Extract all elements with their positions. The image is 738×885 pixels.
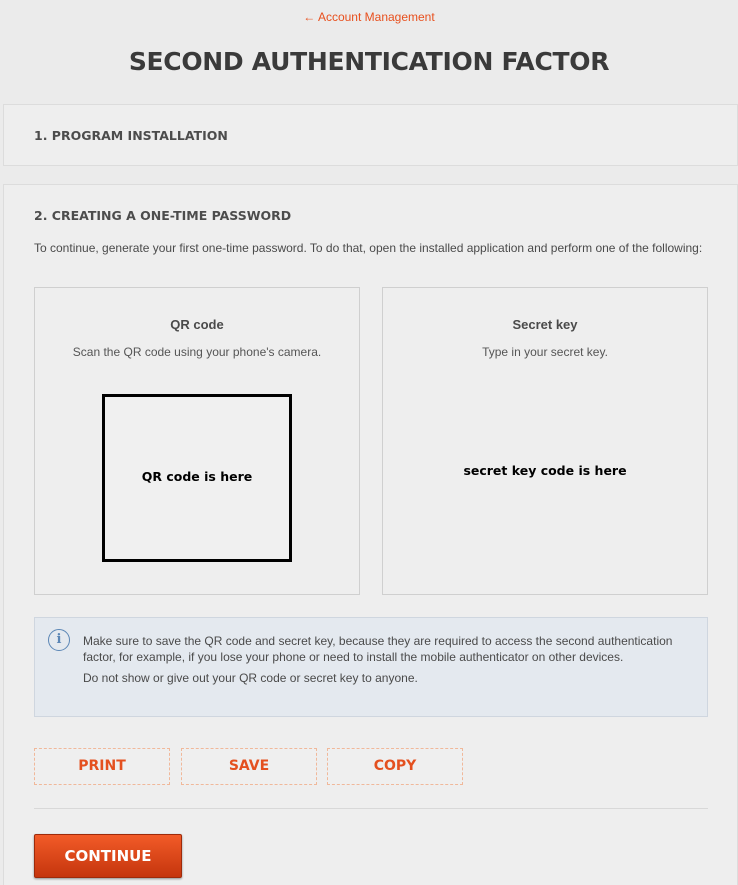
qr-code-description: Scan the QR code using your phone's camera. bbox=[72, 345, 322, 359]
step-create-one-time-password bbox=[3, 184, 738, 885]
save-keys-notice bbox=[34, 617, 708, 717]
print-button[interactable]: PRINT bbox=[34, 748, 170, 785]
divider bbox=[34, 808, 708, 809]
info-icon: i bbox=[48, 629, 70, 651]
secret-key-title: Secret key bbox=[512, 317, 578, 332]
notice-save-warning: Make sure to save the QR code and secret key, because they are required to access the second authentication factor, for example, if you lose your phone or need to install the mobile authenticator on other devices. bbox=[83, 634, 673, 664]
page-title: SECOND AUTHENTICATION FACTOR bbox=[128, 47, 610, 76]
back-to-account-management-link[interactable]: ← Account Management bbox=[303, 10, 435, 24]
qr-code-method bbox=[34, 287, 360, 595]
copy-button[interactable]: COPY bbox=[327, 748, 463, 785]
secret-key-description: Type in your secret key. bbox=[482, 345, 608, 359]
notice-text bbox=[83, 633, 693, 686]
step-2-heading: 2. CREATING A ONE-TIME PASSWORD bbox=[34, 208, 292, 223]
qr-code-title: QR code bbox=[170, 317, 224, 332]
secret-key-method bbox=[382, 287, 708, 595]
step-program-installation[interactable] bbox=[3, 104, 738, 166]
qr-code-image bbox=[102, 394, 292, 562]
continue-button[interactable]: CONTINUE bbox=[34, 834, 182, 878]
step-2-instructions: To continue, generate your first one-time password. To do that, open the installed application and perform one of the following: bbox=[34, 241, 703, 255]
secret-key-value[interactable]: secret key code is here bbox=[463, 463, 627, 478]
qr-code-placeholder: QR code is here bbox=[141, 469, 253, 484]
notice-privacy-warning: Do not show or give out your QR code or secret key to anyone. bbox=[83, 671, 418, 685]
save-button[interactable]: SAVE bbox=[181, 748, 317, 785]
step-1-heading: 1. PROGRAM INSTALLATION bbox=[34, 128, 228, 143]
